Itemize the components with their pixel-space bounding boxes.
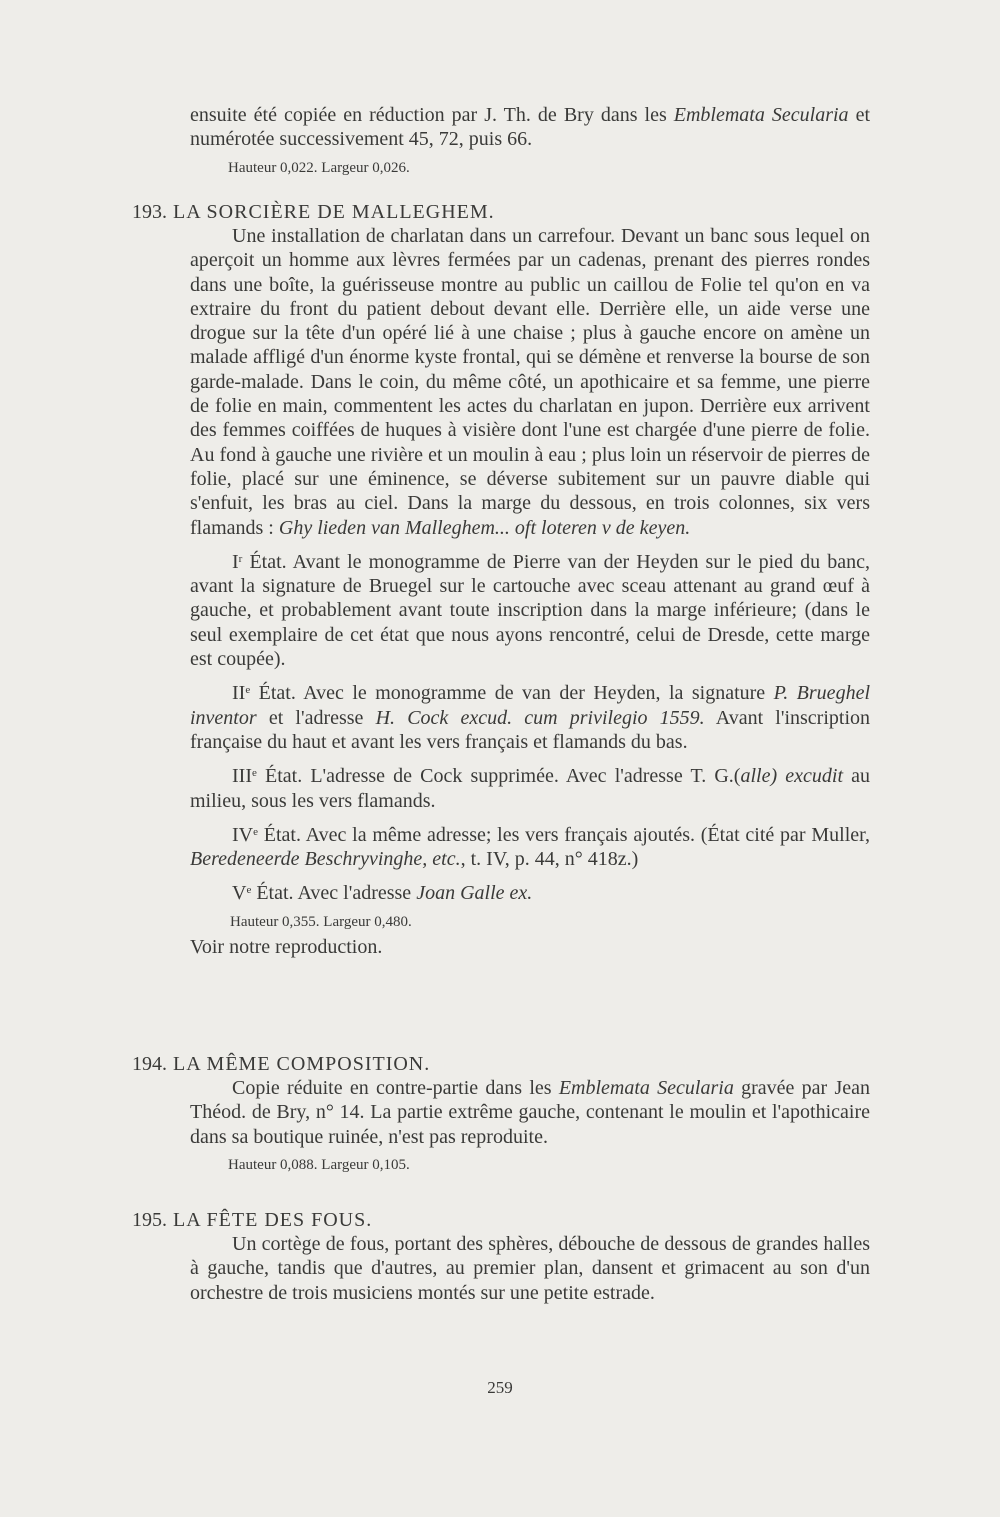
entry-number: 194. [132, 1053, 167, 1075]
state-3: IIIe État. L'adresse de Cock supprimée. Avec l'adresse T. G.(alle) excudit au milieu, sous les vers flamands. [190, 765, 871, 812]
entry-description: Un cortège de fous, portant des sphères, débouche de dessous de grandes halles à gauche, tandis que d'autres, au premier plan, dansent et grimacent au son d'un orchestre de trois musiciens montés sur une petite estrade. [190, 1233, 870, 1304]
entry-title: LA MÊME COMPOSITION. [173, 1053, 431, 1075]
entry-number: 195. [132, 1209, 167, 1231]
state-1: $I^r$ État. Avant le monogramme de Pierre van der Heyden sur le pied du banc, avant la signature de Bruegel sur le cartouche avec sceau attenant au grand œuf à gauche, et probablement avant toute inscription dans la marge inférieure; (dans le seul exemplaire de cet état que nous ayons rencontré, celui de Dresde, cette marge est coupée). [190, 550, 870, 671]
entry-description: Copie réduite en contre-partie dans les Emblemata Secularia gravée par Jean Théod. de Bry, n° 14. La partie extrême gauche, contenant le moulin et l'apothicaire dans sa boutique ruinée, n'est pas reproduite. [190, 1077, 870, 1148]
continuation-text [190, 103, 870, 178]
state-5: Ve État. Avec l'adresse Joan Galle ex. [232, 882, 533, 905]
dimensions: Hauteur 0,022. Largeur 0,026. [228, 159, 410, 176]
entry-title: LA SORCIÈRE DE MALLEGHEM. [173, 201, 495, 223]
state-2: IIe État. Avec le monogramme de van der Heyden, la signature P. Brueghel inventor et l'adresse H. Cock excud. cum privilegio 1559. Avant l'inscription française du haut et avant les vers français et flamands du bas. [190, 682, 871, 753]
entry-title: LA FÊTE DES FOUS. [173, 1209, 373, 1231]
dimensions: Hauteur 0,355. Largeur 0,480. [230, 913, 412, 930]
state-4: IVe État. Avec la même adresse; les vers français ajoutés. (État cité par Muller, Beredeneerde Beschryvinghe, etc., t. IV, p. 44, n° 418z.) [190, 823, 870, 871]
entry-194 [132, 1052, 870, 1175]
paragraph: ensuite été copiée en réduction par J. Th. de Bry dans les Emblemata Secularia et numérotée successivement 45, 72, puis 66. [190, 104, 871, 151]
entry-number: 193. [132, 201, 167, 223]
entry-195 [132, 1208, 870, 1305]
page-number: 259 [487, 1378, 513, 1397]
entry-heading [132, 200, 870, 224]
entry-heading [132, 1052, 870, 1076]
entry-heading [132, 1208, 870, 1232]
entry-193 [132, 200, 871, 959]
dimensions: Hauteur 0,088. Largeur 0,105. [228, 1156, 410, 1173]
entry-description: Une installation de charlatan dans un carrefour. Devant un banc sous lequel on aperçoit un homme aux lèvres fermées par un cadenas, prenant des pierres rondes dans une boîte, la guérisseuse montre au public un caillou de Folie tel qu'on en va extraire du front du patient debout devant elle. Derrière elle, un aide verse une drogue sur la tête d'un opéré lié à une chaise ; plus à gauche encore on amène un malade affligé d'un énorme kyste frontal, qui se démène et renverse la bourse de son garde-malade. Dans le coin, du même côté, un apothicaire et sa femme, une pierre de folie en main, commentent les actes du charlatan en jupon. Derrière eux arrivent des femmes coiffées de huques à visière dont l'une est chargée d'une pierre de folie. Au fond à gauche une rivière et un moulin à eau ; plus loin un réservoir de pierres de folie, placé sur une éminence, se déverse subitement sur un pauvre diable qui s'enfuit, les bras au ciel. Dans la marge du dessous, en trois colonnes, six vers flamands : Ghy lieden van Malleghem... oft loteren v de keyen. [190, 225, 870, 539]
reproduction-note: Voir notre reproduction. [190, 935, 383, 958]
